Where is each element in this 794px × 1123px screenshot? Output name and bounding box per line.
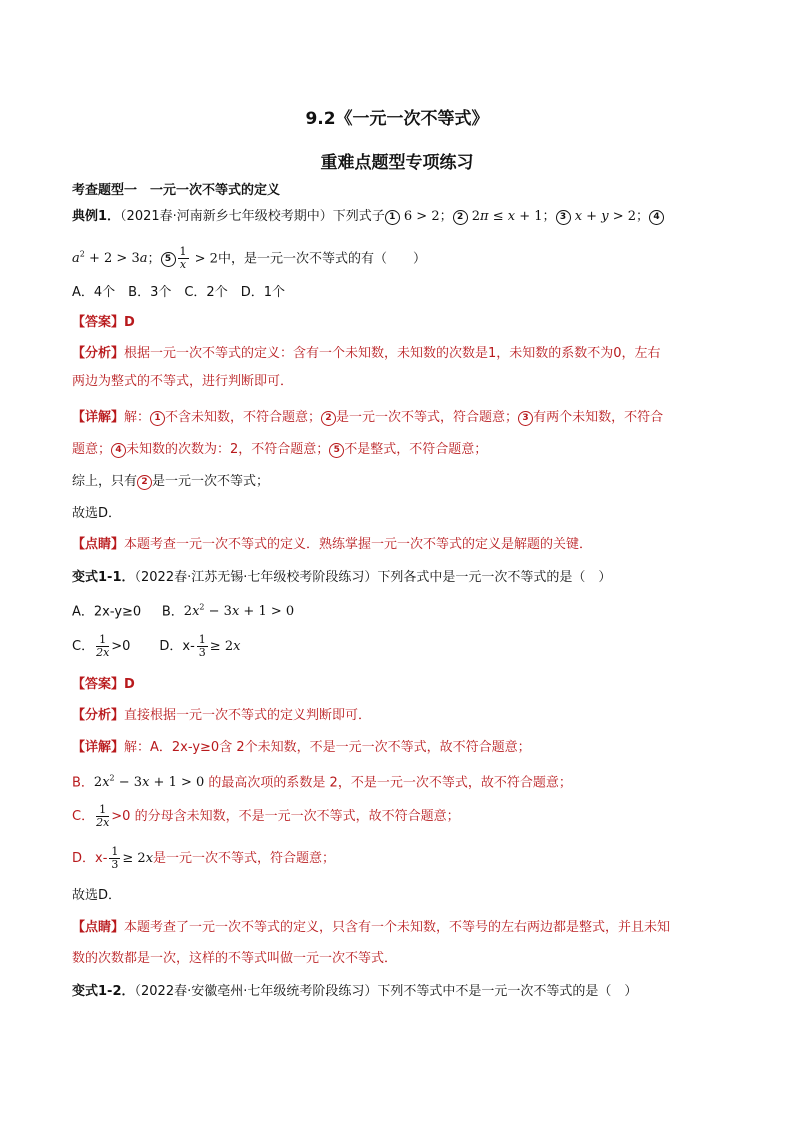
answer-value: D xyxy=(124,677,135,692)
circled-2-icon: 2 xyxy=(321,411,336,426)
variant1-source: （2022春·江苏无锡·七年级校考阶段练习）下列各式中是一元一次不等式的是（ ） xyxy=(134,570,612,585)
example1-comment xyxy=(72,536,732,554)
fraction-1-over-3: $\frac{1}{3}$ xyxy=(111,845,119,871)
example1-stem-line2: $a^2 + 2 > 3a$； 5 $\frac{1}{x}$ > 2中，是一元一次不等式的有（ ） xyxy=(72,245,426,272)
variant1-label: 变式1-1． xyxy=(72,570,135,585)
circled-2-icon: 2 xyxy=(453,210,468,225)
variant1-detail-c xyxy=(72,800,732,834)
fraction-1-over-2x: $\frac{1}{2x}$ xyxy=(96,633,110,659)
detail-text: 不含未知数，不符合题意； xyxy=(165,410,322,425)
circled-4-icon: 4 xyxy=(111,443,126,458)
fraction-1-over-3: $\frac{1}{3}$ xyxy=(198,633,206,659)
detail-text: 是一元一次不等式，符合题意； xyxy=(153,851,336,866)
expr-2: 2π ≤ x + 1 xyxy=(467,209,543,224)
example1-detail-line1 xyxy=(72,409,732,427)
option-c-label: C． xyxy=(72,639,95,654)
variant1-analysis xyxy=(72,707,732,725)
summary-text: 是一元一次不等式； xyxy=(152,474,270,489)
example1-stem-line1: 典例1．（2021春·河南新乡七年级校考期中）下列式子 1 6 > 2； 2 2π ≤ x + 1； 3 x + y > 2； 4 xyxy=(72,208,732,226)
circled-1-icon: 1 xyxy=(385,210,400,225)
variant1-answer xyxy=(72,676,732,694)
comment-text: 本题考查了一元一次不等式的定义，只含有一个未知数，不等号的左右两边都是整式，并且未知 xyxy=(124,920,671,935)
example1-analysis-line2: 两边为整式的不等式，进行判断即可． xyxy=(72,374,294,389)
circled-2-icon: 2 xyxy=(137,475,152,490)
detail-text: 解： xyxy=(124,410,151,425)
expr-1: 6 > 2 xyxy=(399,209,440,224)
answer-tag: 【答案】 xyxy=(72,677,125,692)
detail-text: >0 的分母含未知数，不是一元一次不等式，故不符合题意； xyxy=(111,809,460,824)
detail-text: 未知数的次数为：2，不符合题意； xyxy=(126,442,330,457)
variant2-source: （2022春·安徽亳州·七年级统考阶段练习）下列不等式中不是一元一次不等式的是（ ） xyxy=(134,984,638,999)
variant1-detail-a xyxy=(72,739,732,757)
document-title: 9.2《一元一次不等式》 xyxy=(305,109,489,129)
circled-4-icon: 4 xyxy=(649,210,664,225)
example1-choose: 故选D． xyxy=(72,506,122,521)
variant2-label: 变式1-2． xyxy=(72,984,135,999)
example1-answer xyxy=(72,314,732,332)
option-d-label: D．x- xyxy=(159,639,195,654)
option-b-label: B． xyxy=(161,604,184,620)
detail-label: B． xyxy=(72,775,94,791)
detail-label: D．x- xyxy=(72,851,108,866)
detail-tag: 【详解】 xyxy=(72,740,125,755)
circled-5-icon: 5 xyxy=(329,443,344,458)
variant1-detail-b xyxy=(72,770,732,792)
fraction-1-over-x: $\frac{1}{x}$ xyxy=(179,245,187,272)
detail-text: 题意； xyxy=(72,442,112,457)
answer-tag: 【答案】 xyxy=(72,315,125,330)
detail-label: C． xyxy=(72,809,95,824)
example1-summary xyxy=(72,473,732,491)
option-a: A．2x-y≥0 xyxy=(72,604,142,620)
detail-text: 不是整式，不符合题意； xyxy=(344,442,488,457)
section-heading: 考查题型一 一元一次不等式的定义 xyxy=(72,183,281,198)
comment-tag: 【点睛】 xyxy=(72,920,125,935)
example1-label: 典例1． xyxy=(72,209,121,224)
analysis-text: 根据一元一次不等式的定义：含有一个未知数，未知数的次数是1，未知数的系数不为0，左右 xyxy=(124,346,661,361)
variant1-comment-line1 xyxy=(72,919,732,937)
detail-text: 的最高次项的系数是 2，不是一元一次不等式，故不符合题意； xyxy=(208,775,572,791)
circled-5-icon: 5 xyxy=(161,252,176,267)
detail-text: 是一元一次不等式，符合题意； xyxy=(336,410,519,425)
analysis-text: 直接根据一元一次不等式的定义判断即可． xyxy=(124,708,372,723)
document-subtitle: 重难点题型专项练习 xyxy=(320,153,474,173)
example1-options: A．4个 B．3个 C．2个 D．1个 xyxy=(72,285,285,300)
detail-b-expr: $2x^2 - 3x + 1 > 0$ xyxy=(93,774,209,791)
variant1-stem xyxy=(72,569,732,587)
circled-1-icon: 1 xyxy=(150,411,165,426)
example1-source: （2021春·河南新乡七年级校考期中）下列式子 xyxy=(120,209,385,224)
comment-tag: 【点睛】 xyxy=(72,537,125,552)
detail-tag: 【详解】 xyxy=(72,410,125,425)
detail-text: 有两个未知数，不符合 xyxy=(533,410,664,425)
expr-3: x + y > 2 xyxy=(574,209,636,224)
fraction-1-over-2x: $\frac{1}{2x}$ xyxy=(96,803,110,829)
example1-stem-end: 中，是一元一次不等式的有（ ） xyxy=(217,251,426,267)
option-b-expr: $2x^2 - 3x + 1 > 0$ xyxy=(183,603,295,620)
analysis-tag: 【分析】 xyxy=(72,346,125,361)
variant1-options-ab xyxy=(72,599,732,621)
variant1-comment-line2: 数的次数都是一次，这样的不等式叫做一元一次不等式． xyxy=(72,951,398,966)
summary-text: 综上，只有 xyxy=(72,474,138,489)
option-c-tail: >0 xyxy=(111,639,131,654)
expr-4: $a^2 + 2 > 3a$ xyxy=(72,250,148,267)
variant2-stem xyxy=(72,983,732,1001)
variant1-choose: 故选D． xyxy=(72,888,122,903)
analysis-tag: 【分析】 xyxy=(72,708,125,723)
variant1-detail-d: D．x- $\frac{1}{3}$ ≥ 2x是一元一次不等式，符合题意； xyxy=(72,845,336,871)
comment-text: 本题考查一元一次不等式的定义．熟练掌握一元一次不等式的定义是解题的关键． xyxy=(124,537,593,552)
detail-text: 解：A．2x-y≥0含 2个未知数，不是一元一次不等式，故不符合题意； xyxy=(124,740,531,755)
example1-analysis-line1 xyxy=(72,345,732,363)
answer-value: D xyxy=(124,315,135,330)
circled-3-icon: 3 xyxy=(556,210,571,225)
example1-detail-line2 xyxy=(72,441,732,459)
variant1-options-cd: C． $\frac{1}{2x}$ >0 D．x- $\frac{1}{3}$ ≥ 2x xyxy=(72,633,241,659)
circled-3-icon: 3 xyxy=(518,411,533,426)
